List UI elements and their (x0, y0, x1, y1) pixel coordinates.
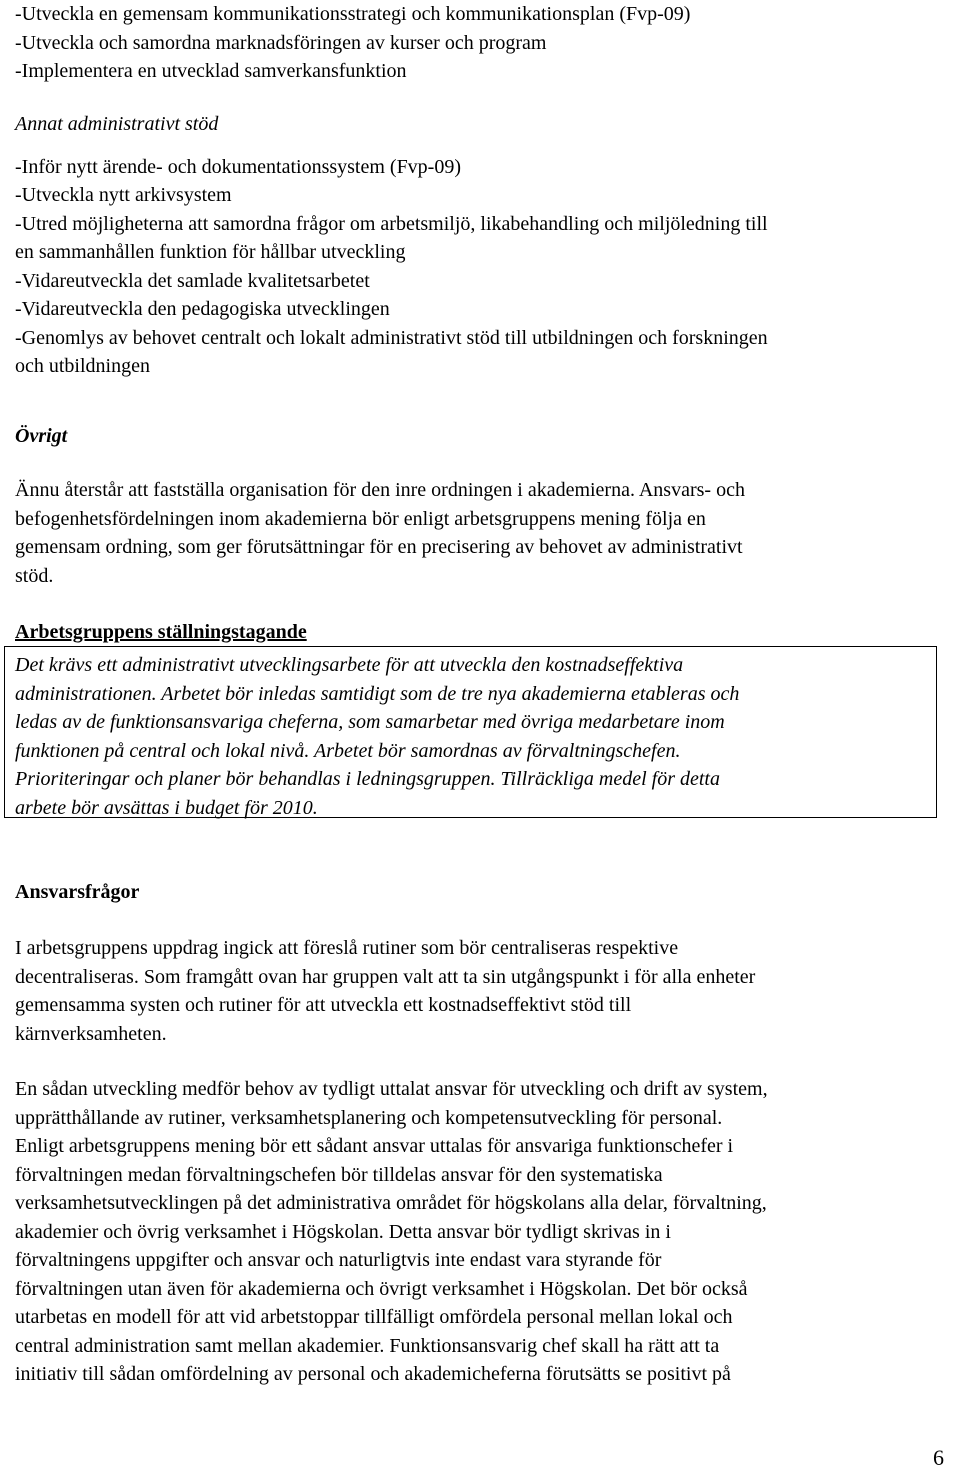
paragraph-line: gemensamma systen och rutiner för att utveckla ett kostnadseffektivt stöd till (15, 994, 632, 1016)
ovrigt-heading-block (15, 422, 67, 451)
list-item: en sammanhållen funktion för hållbar utveckling (15, 241, 406, 263)
list-item: -Vidareutveckla det samlade kvalitetsarbetet (15, 269, 370, 292)
annat-heading: Annat administrativt stöd (15, 113, 219, 135)
paragraph-line: utarbetas en modell för att vid arbetstoppar tillfälligt omfördela personal mellan lokal och (15, 1306, 733, 1328)
ansvar-heading: Ansvarsfrågor (15, 881, 140, 903)
paragraph-line: upprätthållande av rutiner, verksamhetsplanering och kompetensutveckling för personal. (15, 1106, 723, 1129)
box-line: arbete bör avsättas i budget för 2010. (15, 796, 318, 819)
list-item: -Utveckla en gemensam kommunikationsstrategi och kommunikationsplan (Fvp-09) (15, 3, 691, 25)
list-item: -Utred möjligheterna att samordna frågor om arbetsmiljö, likabehandling och miljöledning till (15, 212, 768, 235)
ansvar-paragraph-1 (15, 934, 755, 1048)
paragraph-line: Enligt arbetsgruppens mening bör ett sådant ansvar uttalas för ansvariga funktionschefer i (15, 1135, 734, 1157)
top-list (15, 0, 690, 86)
box-line: ledas av de funktionsansvariga cheferna, som samarbetar med övriga medarbetare inom (15, 711, 725, 733)
ovrigt-paragraph (15, 476, 745, 590)
box-line: Det krävs ett administrativt utvecklingsarbete för att utveckla den kostnadseffektiva (15, 654, 684, 676)
list-item: -Vidareutveckla den pedagogiska utvecklingen (15, 298, 390, 320)
ansvar-paragraph-2 (15, 1075, 768, 1389)
paragraph-line: central administration samt mellan akademier. Funktionsansvarig chef skall ha rätt att ta (15, 1334, 720, 1357)
box-line: administrationen. Arbetet bör inledas samtidigt som de tre nya akademierna etableras och (15, 682, 740, 705)
list-item: -Implementera en utvecklad samverkansfunktion (15, 60, 407, 82)
page-number: 6 (933, 1445, 944, 1470)
paragraph-line: En sådan utveckling medför behov av tydligt uttalat ansvar för utveckling och drift av system, (15, 1078, 768, 1100)
paragraph-line: förvaltningen medan förvaltningschefen bör tilldelas ansvar för den systematiska (15, 1163, 663, 1186)
paragraph-line: gemensam ordning, som ger förutsättningar för en precisering av behovet av administrativt (15, 536, 743, 558)
box-line: Prioriteringar och planer bör behandlas i ledningsgruppen. Tillräckliga medel för detta (15, 768, 720, 790)
paragraph-line: stöd. (15, 564, 54, 587)
paragraph-line: förvaltningens uppgifter och ansvar och naturligtvis inte endast vara styrande för (15, 1249, 662, 1271)
paragraph-line: förvaltningen utan även för akademierna och övrigt verksamhet i Högskolan. Det bör också (15, 1277, 748, 1300)
paragraph-line: verksamhetsutvecklingen på det administrativa området för högskolans alla delar, förvaltning, (15, 1192, 767, 1214)
list-item: -Utveckla och samordna marknadsföringen av kurser och program (15, 31, 547, 54)
paragraph-line: initiativ till sådan omfördelning av personal och akademicheferna förutsätts se positivt på (15, 1363, 731, 1385)
box-line: funktionen på central och lokal nivå. Arbetet bör samordnas av förvaltningschefen. (15, 739, 681, 762)
paragraph-line: akademier och övrig verksamhet i Högskolan. Detta ansvar bör tydligt skrivas in i (15, 1220, 671, 1243)
list-item: -Inför nytt ärende- och dokumentationssystem (Fvp-09) (15, 155, 462, 178)
paragraph-line: kärnverksamheten. (15, 1022, 167, 1045)
paragraph-line: befogenhetsfördelningen inom akademierna bör enligt arbetsgruppens mening följa en (15, 507, 706, 530)
paragraph-line: decentraliseras. Som framgått ovan har gruppen valt att ta sin utgångspunkt i för alla enheter (15, 965, 756, 988)
list-item: -Genomlys av behovet centralt och lokalt administrativt stöd till utbildningen och forskningen (15, 326, 768, 349)
paragraph-line: I arbetsgruppens uppdrag ingick att föreslå rutiner som bör centraliseras respektive (15, 937, 679, 959)
annat-section (15, 110, 768, 381)
arbetsgruppen-heading-block (15, 618, 307, 647)
list-item: och utbildningen (15, 355, 150, 377)
arbetsgruppen-box (4, 646, 937, 818)
ovrigt-heading: Övrigt (15, 425, 68, 447)
arbetsgruppen-heading: Arbetsgruppens ställningstagande (15, 621, 307, 643)
paragraph-line: Ännu återstår att fastställa organisation för den inre ordningen i akademierna. Ansvars- och (15, 479, 745, 501)
ansvar-heading-block (15, 878, 139, 907)
list-item: -Utveckla nytt arkivsystem (15, 184, 232, 206)
